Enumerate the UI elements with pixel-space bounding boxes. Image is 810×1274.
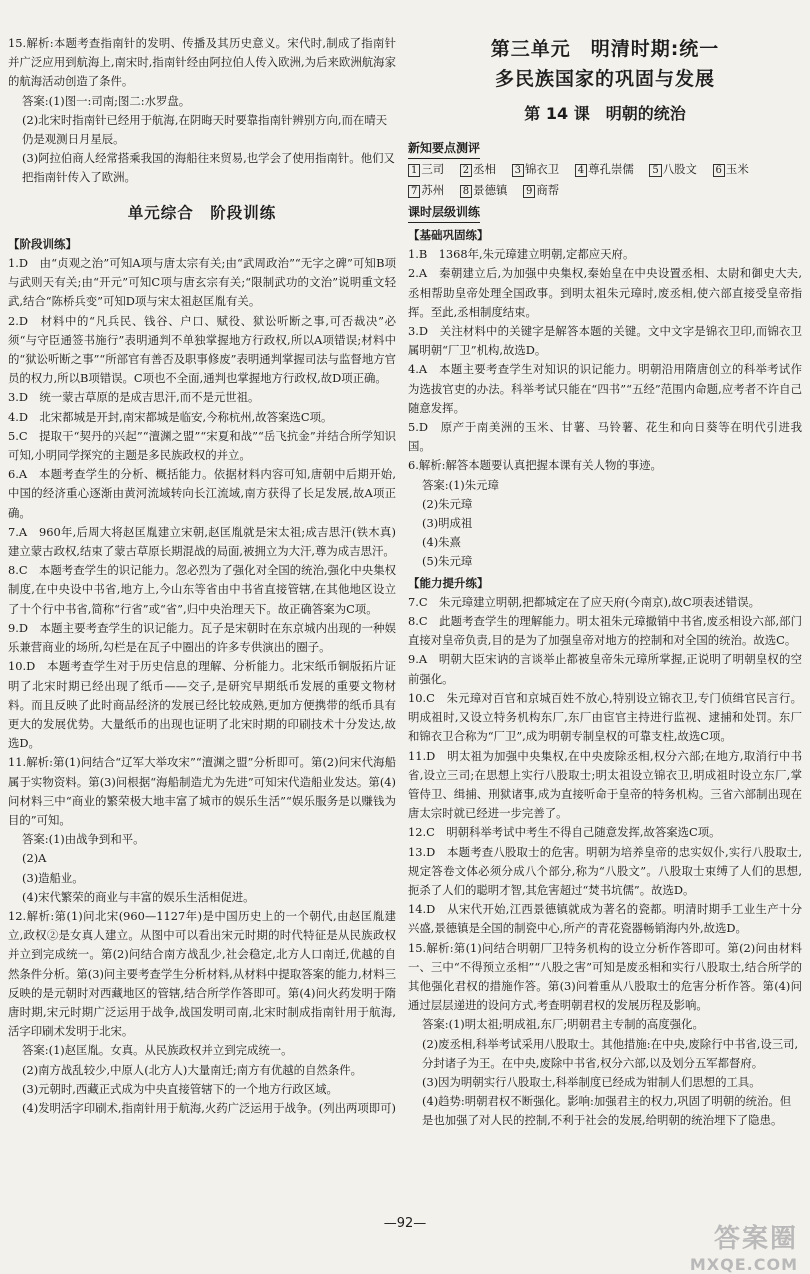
q15-right-answer-4: (4)趋势:明朝君权不断强化。影响:加强君主的权力,巩固了明朝的统治。但是也加强了对人民的控制,不利于社会的发展,给明朝的统治埋下了隐患。 <box>422 1094 792 1128</box>
keyword: 3 锦衣卫 <box>512 162 560 176</box>
keyword: 8 景德镇 <box>460 183 508 197</box>
list-item: 1.B 1368年,朱元璋建立明朝,定都应天府。 <box>408 247 635 262</box>
list-item: 12.C 明朝科举考试中考生不得自己随意发挥,故答案选C项。 <box>408 825 721 840</box>
keyword: 9 商帮 <box>523 183 559 197</box>
q12-answer-1: 答案:(1)赵匡胤。女真。从民族政权并立到完成统一。 <box>22 1043 293 1058</box>
list-item: 6.A 本题考查学生的分析、概括能力。依据材料内容可知,唐朝中后期开始,中国的经济重心逐渐由黄河流域转向长江流域,南方获得了长足发展,故A项正确。 <box>8 467 396 520</box>
list-item: 1.D 由“贞观之治”可知A项与唐太宗有关;由“武周政治”“无字之碑”可知B项与武则天有关;由“开元”可知C项与唐玄宗有关;“限制武功的文治”说明重文轻武,结合“陈桥兵变”可知D项与宋太祖赵匡胤有关。 <box>8 256 396 309</box>
unit-title-line2: 多民族国家的巩固与发展 <box>494 68 715 90</box>
list-item: 5.D 原产于南美洲的玉米、甘薯、马铃薯、花生和向日葵等在明代引进我国。 <box>408 420 802 454</box>
q6-answer-1: 答案:(1)朱元璋 <box>422 477 499 492</box>
right-column <box>408 34 802 1131</box>
q15-answer-2: (2)北宋时指南针已经用于航海,在阴晦天时要靠指南针辨别方向,而在晴天仍是观测日月星辰。 <box>22 112 388 147</box>
q11-answer-3: (3)造船业。 <box>22 870 84 885</box>
list-item: 10.C 朱元璋对百官和京城百姓不放心,特别设立锦衣卫,专门侦缉官民言行。明成祖时,又设立特务机构东厂,东厂由宦官主持进行监视、逮捕和处罚。东厂和锦衣卫合称为“厂卫”,成为明朝专制皇权的可靠支柱,故选C项。 <box>408 690 802 744</box>
list-item: 10.D 本题考查学生对于历史信息的理解、分析能力。北宋纸币铜版拓片证明了北宋时期已经出现了纸币——交子,是研究早期纸币发展的重要文物材料。而且反映了此时商品经济的发展已经比较成熟,更加方便携带的纸币具有更大的发展优势。大量纸币的出现也证明了北宋时期的印刷技术十分发达,故选D。 <box>8 659 396 751</box>
list-item: 11.解析:第(1)问结合“辽军大举攻宋”“澶渊之盟”分析即可。第(2)问宋代海船属于实物资料。第(3)问根据“海船制造尤为先进”可知宋代造船业发达。第(4)问材料三中“商业的繁荣极大地丰富了城市的娱乐生活”“娱乐服务是以赚钱为目的”可知。 <box>8 755 396 827</box>
list-item: 11.D 明太祖为加强中央集权,在中央废除丞相,权分六部;在地方,取消行中书省,设立三司;在思想上实行八股取士;明太祖设立锦衣卫,明成祖时设立东厂,掌管侍卫、缉捕、刑狱诸事,成为直接听命于皇帝的特务机构。三省六部制出现在唐太宗时就已经进一步完善了。 <box>408 748 802 821</box>
list-item: 4.A 本题主要考查学生对知识的识记能力。明朝沿用隋唐创立的科举考试作为选拔官吏的办法。科举考试只能在“四书”“五经”范围内命题,应考者不许自己随意发挥。 <box>408 362 802 415</box>
q11-answer-2: (2)A <box>22 851 47 866</box>
q15-right-answer-3: (3)因为明朝实行八股取士,科举制度已经成为钳制人们思想的工具。 <box>422 1074 761 1089</box>
watermark-logo <box>690 1218 798 1274</box>
keyword: 5 八股文 <box>649 162 697 176</box>
watermark-url: MXQE.COM <box>689 1255 798 1274</box>
keyword-row-1 <box>408 160 802 180</box>
q12-answer-4: (4)发明活字印刷术,指南针用于航海,火药广泛运用于战争。(列出两项即可) <box>22 1100 396 1115</box>
q12-explanation: 12.解析:第(1)问北宋(960—1127年)是中国历史上的一个朝代,由赵匡胤建立,政权②是女真人建立。从图中可以看出宋元时期的时代特征是从民族政权并立到完成统一。第(2)问结合南方战乱少,社会稳定,北方人口南迁,优越的自然条件分析。第(3)问主要考查学生分析材料,从材料中提取答案的能力,材料三反映的是元朝时对西藏地区的管辖,结合所学作答即可。第(4)问火药发明于隋唐时期,宋元时期广泛运用于战争,战国发明司南,北宋时制成指南针用于航海,活字印刷术发明于北宋。 <box>8 908 396 1039</box>
q11-answer-1: 答案:(1)由战争到和平。 <box>22 832 145 847</box>
list-item: 14.D 从宋代开始,江西景德镇就成为著名的瓷都。明清时期手工业生产十分兴盛,景德镇是全国的制瓷中心,所产的青花瓷器畅销海内外,故选D。 <box>408 902 802 936</box>
list-item: 4.D 北宋都城是开封,南宋都城是临安,今称杭州,故答案选C项。 <box>8 409 333 424</box>
q12-answer-3: (3)元朝时,西藏正式成为中央直接管辖下的一个地方行政区域。 <box>22 1081 338 1096</box>
list-item: 2.D 材料中的“凡兵民、钱谷、户口、赋役、狱讼听断之事,可否裁决”必须“与守臣通签书施行”表明通判不单独掌握地方行政权,所以A项错误;材料中的“狱讼听断之事”“所部官有善否及职事修废”表明通判掌握司法与监督地方官员的权力,所以B项错误。C项也不全面,通判也掌握地方行政权,故D项正确。 <box>8 313 396 386</box>
list-item: 7.C 朱元璋建立明朝,把都城定在了应天府(今南京),故C项表述错误。 <box>408 594 760 609</box>
list-item: 9.D 本题主要考查学生的识记能力。瓦子是宋朝时在东京城内出现的一种娱乐兼营商业的场所,勾栏是在瓦子中圈出的许多专供演出的圈子。 <box>8 620 396 655</box>
q6-answer-3: (3)明成祖 <box>422 516 473 531</box>
keyword: 2 丞相 <box>460 162 496 176</box>
list-item: 15.解析:第(1)问结合明朝厂卫特务机构的设立分析作答即可。第(2)问由材料一、三中“不得预立丞相”“八股之害”可知是废丞相和实行八股取士,结合所学的其他强化君权的措施作答。第(3)问着重从八股取士的危害分析作答。第(4)问通过层层递进的设问方式,考查明朝君权的发展历程及影响。 <box>408 940 802 1013</box>
keyword: 4 尊孔崇儒 <box>575 162 634 176</box>
keyword: 7 苏州 <box>408 183 444 197</box>
q15-explanation: 15.解析:本题考查指南针的发明、传播及其历史意义。宋代时,制成了指南针并广泛应用到航海上,南宋时,指南针经由阿拉伯人传入欧洲,为后来欧洲航海家的航海活动创造了条件。 <box>8 36 396 89</box>
stage-training-label: 【阶段训练】 <box>8 236 77 251</box>
list-item: 3.D 统一蒙古草原的是成吉思汗,而不是元世祖。 <box>8 390 260 405</box>
q6-answer-5: (5)朱元璋 <box>422 554 473 569</box>
list-item: 13.D 本题考查八股取士的危害。明朝为培养皇帝的忠实奴仆,实行八股取士,规定答卷文体必须分成八个部分,称为“八股文”。八股取士束缚了人们的思想,扼杀了人们的聪明才智,其危害超过“焚书坑儒”。故选D。 <box>408 844 802 897</box>
list-item: 5.C 提取干“契丹的兴起”“澶渊之盟”“宋夏和战”“岳飞抗金”并结合所学知识可知,小明同学探究的主题是多民族政权的并立。 <box>8 428 396 463</box>
list-item: 6.解析:解答本题要认真把握本课有关人物的事迹。 <box>408 458 662 473</box>
q15-answer-3: (3)阿拉伯商人经常搭乘我国的海船往来贸易,也学会了使用指南针。他们又把指南针传入了欧洲。 <box>22 151 395 185</box>
section-title: 单元综合 阶段训练 <box>127 203 277 222</box>
unit-title <box>408 34 802 94</box>
keyword: 6 玉米 <box>713 162 749 176</box>
layered-training-label: 课时层级训练 <box>408 203 480 223</box>
page-number: —92— <box>383 1216 427 1231</box>
new-knowledge-label: 新知要点测评 <box>408 139 480 159</box>
left-column <box>8 34 396 1118</box>
q15-answer-1: 答案:(1)图一:司南;图二:水罗盘。 <box>22 93 191 108</box>
lesson-title: 第 14 课 明朝的统治 <box>524 104 686 123</box>
ability-label: 【能力提升练】 <box>408 575 489 590</box>
list-item: 9.A 明朝大臣宋讷的言谈举止都被皇帝朱元璋所掌握,正说明了明朝皇权的空前强化。 <box>408 652 802 686</box>
q15-right-answer-2: (2)废丞相,科举考试采用八股取士。其他措施:在中央,废除行中书省,设三司,分封诸子为王。在中央,废除中书省,权分六部,以及划分五军都督府。 <box>422 1036 799 1070</box>
q11-answer-4: (4)宋代繁荣的商业与丰富的娱乐生活相促进。 <box>22 889 255 904</box>
keyword-row-2 <box>408 181 802 201</box>
q6-answer-2: (2)朱元璋 <box>422 496 473 511</box>
q12-answer-2: (2)南方战乱较少,中原人(北方人)大量南迁;南方有优越的自然条件。 <box>22 1062 363 1077</box>
keyword: 1 三司 <box>408 162 444 176</box>
q6-answer-4: (4)朱熹 <box>422 535 461 550</box>
list-item: 7.A 960年,后周大将赵匡胤建立宋朝,赵匡胤就是宋太祖;成吉思汗(铁木真)建立蒙古政权,结束了蒙古草原长期混战的局面,被拥立为大汗,尊为成吉思汗。 <box>8 524 396 559</box>
watermark-text: 答案圈 <box>713 1224 798 1254</box>
list-item: 2.A 秦朝建立后,为加强中央集权,秦始皇在中央设置丞相、太尉和御史大夫,丞相帮助皇帝处理全国政事。到明太祖朱元璋时,废丞相,使六部直接受皇帝指挥。至此,丞相制度结束。 <box>408 266 802 319</box>
list-item: 8.C 此题考查学生的理解能力。明太祖朱元璋撤销中书省,废丞相设六部,部门直接对皇帝负责,目的是为了加强皇帝对地方的控制和对全国的统治。故选C。 <box>408 614 802 648</box>
list-item: 8.C 本题考查学生的识记能力。忽必烈为了强化对全国的统治,强化中央集权制度,在中央设中书省,地方上,今山东等省由中书省直接管辖,在其他地区设立了十个行中书省,简称“行省”或“省”,归中央治理天下。故正确答案为C项。 <box>8 563 396 616</box>
list-item: 3.D 关注材料中的关键字是解答本题的关键。文中文字是锦衣卫印,而锦衣卫属明朝“厂卫”机构,故选D。 <box>408 324 802 358</box>
basic-label: 【基础巩固练】 <box>408 228 489 243</box>
unit-title-line1: 第三单元 明清时期:统一 <box>490 38 720 60</box>
q15-right-answer-1: 答案:(1)明太祖;明成祖,东厂;明朝君主专制的高度强化。 <box>422 1017 704 1032</box>
